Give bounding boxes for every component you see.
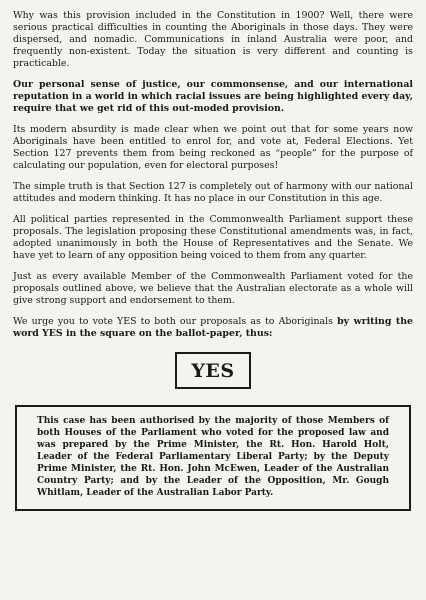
paragraph-parties-support: All political parties represented in the Commonwealth Parliament support these proposals. The legislation proposing these Constitutional amendments was, in fact, adopted unanimously in both the House of Representatives and the Senate. We have yet to learn of any opposition being voiced to them from any quarter. (13, 214, 413, 261)
urge-text: We urge you to vote YES to both our proposals as to Aboriginals (13, 316, 338, 327)
paragraph-members-voted: Just as every available Member of the Commonwealth Parliament voted for the proposals outlined above, we believe that the Australian electorate as a whole will give strong support and endorsement to them. (13, 271, 413, 306)
paragraph-justice: Our personal sense of justice, our commonsense, and our international reputation in a world in which racial issues are being highlighted every day, require that we get rid of this out-moded provision. (13, 79, 413, 114)
urge-instruction: by writing the word YES in the square on the ballot-paper, thus: (13, 316, 413, 339)
yes-ballot-square: YES (175, 352, 250, 389)
paragraph-absurdity: Its modern absurdity is made clear when we point out that for some years now Aboriginals have been entitled to enrol for, and vote at, Federal Elections. Yet Section 127 prevents them from being reckoned as “people” for the purpose of calculating our population, even for electoral purposes! (13, 124, 413, 171)
authorisation-box: This case has been authorised by the majority of those Members of both Houses of the Parliament who voted for the proposed law and was prepared by the Prime Minister, the Rt. Hon. Harold Holt, Leader of the Federal Parliamentary Liberal Party; by the Deputy Prime Minister, the Rt. Hon. John McEwen, Leader of the Australian Country Party; and by the Leader of the Opposition, Mr. Gough Whitlam, Leader of the Australian Labor Party. (15, 405, 411, 511)
paragraph-urge-vote (13, 316, 413, 340)
yes-example-wrapper (13, 352, 413, 389)
paragraph-census-history: Why was this provision included in the Constitution in 1900? Well, there were serious practical difficulties in counting the Aboriginals in those days. They were dispersed, and nomadic. Communications in inland Australia were poor, and frequently non-existent. Today the situation is very different and counting is practicable. (13, 10, 413, 69)
paragraph-simple-truth: The simple truth is that Section 127 is completely out of harmony with our national attitudes and modern thinking. It has no place in our Constitution in this age. (13, 181, 413, 204)
